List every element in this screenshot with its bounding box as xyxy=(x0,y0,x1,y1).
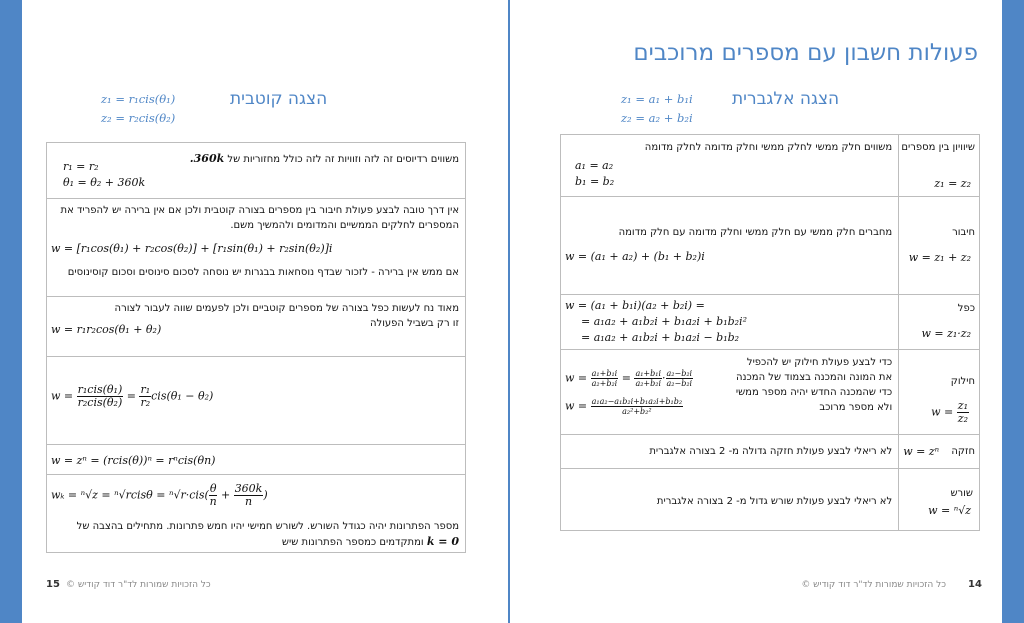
label-formula: w = $\frac{\text{z₁}}{\text{z₂}}$ xyxy=(931,399,968,425)
label-formula: w = z₁·z₂ xyxy=(921,327,971,340)
formula: w = zⁿ = (rcis(θ))ⁿ = rⁿcis(θn) xyxy=(51,454,216,467)
right-page xyxy=(510,0,1002,623)
page-number: 15 xyxy=(46,579,60,590)
formula: r₁ = r₂ xyxy=(63,160,99,173)
label-formula: w = zⁿ xyxy=(903,445,940,458)
table-row xyxy=(561,295,980,350)
formula: = a₁a₂ + a₁b₂i + b₁a₂i + b₁b₂i² xyxy=(581,315,747,328)
row-text: אם ממש אין ברירה - לזכור שבדף נוסחאות בבגרות יש נוסחה לסכום סינוסים וסכום קוסינוסים xyxy=(67,267,459,278)
row-text: מאוד נח לעשות כפל בצורה של מספרים קוטביים ולכן לפעמים שווה לעבור לצורה זו רק בשביל הפעולה xyxy=(114,303,459,329)
formula: a₁ = a₂ xyxy=(575,159,614,172)
algebraic-table xyxy=(560,134,980,531)
label-formula: w = z₁ + z₂ xyxy=(908,251,971,264)
row-text: לא ריאלי לבצע פעולת חזקה גדולה מ- 2 בצורה אלגברית xyxy=(649,446,893,457)
table-row xyxy=(47,475,466,553)
table-row xyxy=(47,445,466,475)
row-label: חיבור xyxy=(952,227,975,238)
formula: θ₁ = θ₂ + 360k xyxy=(63,176,146,189)
polar-subtitle: הצגה קוטבית xyxy=(230,89,328,109)
polar-table xyxy=(46,142,466,553)
row-text: משווים חלק ממשי לחלק ממשי וחלק מדומה לחלק מדומה xyxy=(644,142,893,153)
row-text: מחברים חלק ממשי עם חלק ממשי וחלק מדומה עם חלק מדומה xyxy=(618,227,893,238)
header-formula: z₂ = r₂cis(θ₂) xyxy=(101,111,176,125)
formula: = a₁a₂ + a₁b₂i + b₁a₂i − b₁b₂ xyxy=(581,331,740,344)
table-row xyxy=(561,197,980,295)
row-label: חזקה xyxy=(951,446,975,457)
page-title: פעולות חשבון עם מספרים מרוכבים xyxy=(633,40,978,66)
formula: w = r₁r₂cos(θ₁ + θ₂) xyxy=(51,323,162,336)
copyright-footer: כל הזכויות שמורות לד"ר דוד קודיש © xyxy=(66,580,211,590)
table-row xyxy=(561,469,980,531)
page-number: 14 xyxy=(968,579,982,590)
root-formula: wₖ = ⁿ√z = ⁿ√rcisθ = ⁿ√r·cis( $\frac{\theta}{n}$ + $\frac{360k}{n}$ ) xyxy=(51,482,268,508)
formula: w = [r₁cos(θ₁) + r₂cos(θ₂)] + [r₁sin(θ₁) + r₂sin(θ₂)]i xyxy=(51,242,333,255)
equality-formulas xyxy=(63,159,145,191)
formula: w = (a₁ + b₁i)(a₂ + b₂i) = xyxy=(565,299,705,312)
polar-header-formulas xyxy=(101,90,175,128)
table-row xyxy=(47,143,466,199)
table-row xyxy=(561,350,980,435)
equality-formulas xyxy=(575,158,614,190)
division-formula: w = $\frac{\text{r₁cis(θ₁)}}{\text{r₂cis(θ₂)}}$ = $\frac{\text{r₁}}{\text{r₂}}$ cis(θ₁ − θ₂) xyxy=(51,383,214,409)
division-formula-1: w = $\frac{\text{a₁+b₁i}}{\text{a₂+b₂i}}$ = $\frac{\text{a₁+b₁i}}{\text{a₂+b₂i}}$ · $\frac{\text{a₂−b₂i}}{\text{a₂−b₂i}}$ xyxy=(565,369,693,388)
row-text: אין דרך טובה לבצע פעולת חיבור בין מספרים בצורה קוטבית ולכן אם אין ברירה יש להפריד את המספרים לחלקים הממשיים והמדומים ולהמשיך משם. xyxy=(60,205,459,231)
algebraic-subtitle: הצגה אלגברית xyxy=(732,89,840,109)
division-formula-2: w = $\frac{\text{a₁a₂−a₁b₂i+b₁a₂i+b₁b₂}}{\text{a₂²+b₂²}}$ xyxy=(565,397,683,416)
row-text: משווים רדיוסים זה לזה וזוויות זה לזה כולל מחזוריות של 360k. xyxy=(189,152,459,165)
table-row xyxy=(47,357,466,445)
formula: w = (a₁ + a₂) + (b₁ + b₂)i xyxy=(565,250,705,263)
table-row xyxy=(47,297,466,357)
table-row xyxy=(561,435,980,469)
row-text: כדי לבצע פעולת חילוק יש להכפיל את המונה והמכנה בצמוד של המכנה כדי שהמכנה החדש יהיה מספר ממשי ולא מספר מרוכב xyxy=(735,357,893,413)
row-label: שורש xyxy=(950,488,973,499)
header-formula: z₁ = r₁cis(θ₁) xyxy=(101,92,176,106)
row-label: כפל xyxy=(957,303,975,314)
row-label: חילוק xyxy=(950,376,975,387)
copyright-footer: כל הזכויות שמורות לד"ר דוד קודיש © xyxy=(801,580,946,590)
row-text: לא ריאלי לבצע פעולת שורש גדול מ- 2 בצורה אלגברית xyxy=(656,496,893,507)
algebraic-header-formulas xyxy=(621,90,693,128)
header-formula: z₂ = a₂ + b₂i xyxy=(621,111,693,125)
table-row xyxy=(561,135,980,197)
row-text: מספר הפתרונות יהיה כגודל השורש. לשורש חמישי יהיו חמש פתרונות. מתחילים בהצבה של k = 0 ומתקדמים כמספר הפתרונות שיש xyxy=(76,521,459,548)
label-formula: w = ⁿ√z xyxy=(928,504,971,517)
header-formula: z₁ = a₁ + b₁i xyxy=(621,92,693,106)
formula: b₁ = b₂ xyxy=(575,175,615,188)
table-row xyxy=(47,199,466,297)
multiplication-formulas xyxy=(565,298,747,346)
left-page xyxy=(22,0,508,623)
label-formula: z₁ = z₂ xyxy=(934,177,971,190)
row-label: שיוויון בין מספרים xyxy=(901,142,975,153)
